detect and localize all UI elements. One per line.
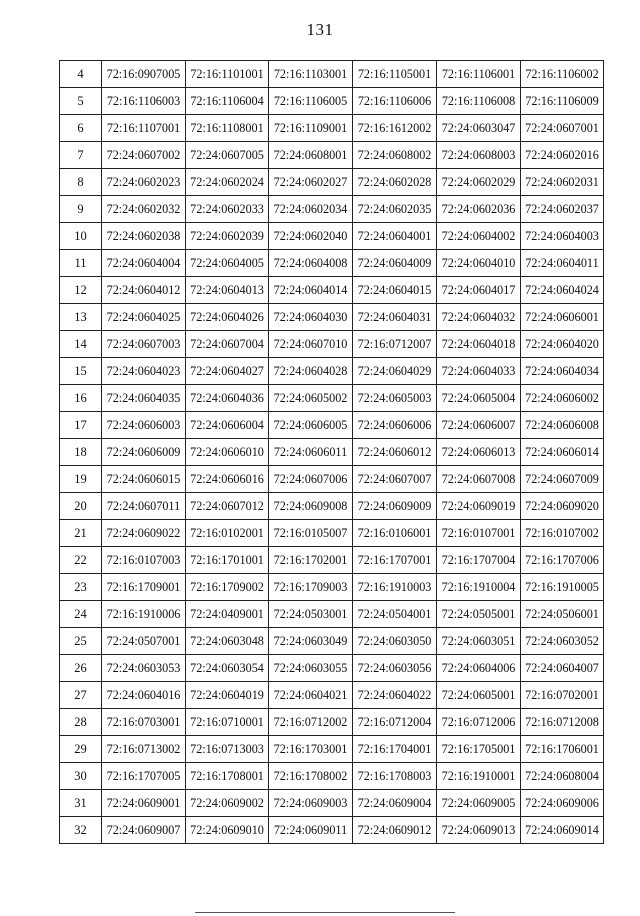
row-number-cell: 5 [60,88,102,115]
cadastral-number-cell: 72:24:0606010 [186,439,269,466]
row-number-cell: 16 [60,385,102,412]
cadastral-number-cell: 72:16:1103001 [269,61,353,88]
cadastral-number-cell: 72:24:0607005 [186,142,269,169]
cadastral-number-cell: 72:24:0609019 [437,493,521,520]
row-number-cell: 23 [60,574,102,601]
cadastral-number-cell: 72:24:0602040 [269,223,353,250]
table-row [60,61,604,88]
row-number-cell: 6 [60,115,102,142]
cadastral-number-cell: 72:24:0605003 [353,385,437,412]
cadastral-number-cell: 72:16:0107001 [437,520,521,547]
cadastral-number-cell: 72:24:0604015 [353,277,437,304]
cadastral-number-cell: 72:24:0602029 [437,169,521,196]
table-row [60,331,604,358]
row-number-cell: 30 [60,763,102,790]
cadastral-number-cell: 72:24:0606014 [521,439,604,466]
cadastral-number-cell: 72:24:0603053 [102,655,186,682]
table-row [60,142,604,169]
cadastral-number-cell: 72:16:0712007 [353,331,437,358]
cadastral-number-cell: 72:16:0107002 [521,520,604,547]
cadastral-number-cell: 72:24:0606011 [269,439,353,466]
cadastral-number-cell: 72:16:0107003 [102,547,186,574]
cadastral-number-cell: 72:24:0609003 [269,790,353,817]
cadastral-number-cell: 72:16:1105001 [353,61,437,88]
cadastral-number-cell: 72:24:0609013 [437,817,521,844]
cadastral-number-cell: 72:24:0504001 [353,601,437,628]
cadastral-number-cell: 72:24:0604020 [521,331,604,358]
bottom-rule [195,912,455,913]
cadastral-number-cell: 72:16:1910004 [437,574,521,601]
cadastral-number-cell: 72:16:1709003 [269,574,353,601]
cadastral-number-cell: 72:16:1708003 [353,763,437,790]
cadastral-number-cell: 72:16:1101001 [186,61,269,88]
cadastral-number-cell: 72:24:0604005 [186,250,269,277]
cadastral-number-cell: 72:24:0607001 [521,115,604,142]
cadastral-number-cell: 72:16:1106005 [269,88,353,115]
cadastral-number-cell: 72:24:0606001 [521,304,604,331]
cadastral-number-cell: 72:24:0604035 [102,385,186,412]
cadastral-number-cell: 72:24:0606015 [102,466,186,493]
cadastral-number-cell: 72:24:0609014 [521,817,604,844]
cadastral-number-cell: 72:24:0604026 [186,304,269,331]
cadastral-number-cell: 72:24:0604019 [186,682,269,709]
cadastral-number-cell: 72:24:0603048 [186,628,269,655]
cadastral-number-cell: 72:24:0606006 [353,412,437,439]
cadastral-number-cell: 72:24:0608004 [521,763,604,790]
cadastral-number-cell: 72:24:0603054 [186,655,269,682]
table-row [60,466,604,493]
page-number: 131 [306,20,334,39]
cadastral-number-cell: 72:24:0602037 [521,196,604,223]
cadastral-number-cell: 72:24:0609005 [437,790,521,817]
cadastral-number-cell: 72:24:0609006 [521,790,604,817]
row-number-cell: 10 [60,223,102,250]
cadastral-number-cell: 72:16:1106006 [353,88,437,115]
cadastral-number-cell: 72:24:0604025 [102,304,186,331]
cadastral-number-cell: 72:16:1706001 [521,736,604,763]
cadastral-number-cell: 72:16:1106003 [102,88,186,115]
cadastral-number-cell: 72:16:0712002 [269,709,353,736]
table-row [60,628,604,655]
cadastral-number-cell: 72:24:0604003 [521,223,604,250]
cadastral-number-cell: 72:24:0609002 [186,790,269,817]
cadastral-number-cell: 72:24:0603055 [269,655,353,682]
table-row [60,574,604,601]
cadastral-number-cell: 72:24:0602024 [186,169,269,196]
cadastral-number-cell: 72:24:0604024 [521,277,604,304]
cadastral-number-cell: 72:16:0710001 [186,709,269,736]
cadastral-number-cell: 72:24:0602028 [353,169,437,196]
cadastral-number-cell: 72:16:0702001 [521,682,604,709]
table-row [60,790,604,817]
table-row [60,412,604,439]
cadastral-number-cell: 72:16:1612002 [353,115,437,142]
cadastral-number-cell: 72:16:0907005 [102,61,186,88]
cadastral-number-cell: 72:24:0607009 [521,466,604,493]
cadastral-number-cell: 72:24:0606008 [521,412,604,439]
cadastral-number-cell: 72:24:0606016 [186,466,269,493]
row-number-cell: 32 [60,817,102,844]
table-row [60,277,604,304]
row-number-cell: 31 [60,790,102,817]
cadastral-number-cell: 72:16:1910003 [353,574,437,601]
cadastral-number-cell: 72:24:0604010 [437,250,521,277]
cadastral-number-cell: 72:24:0606012 [353,439,437,466]
row-number-cell: 14 [60,331,102,358]
cadastral-number-cell: 72:24:0604034 [521,358,604,385]
cadastral-number-cell: 72:24:0609020 [521,493,604,520]
cadastral-number-cell: 72:16:0703001 [102,709,186,736]
cadastral-number-cell: 72:16:0713002 [102,736,186,763]
table-row [60,223,604,250]
cadastral-number-cell: 72:24:0604036 [186,385,269,412]
cadastral-table-container [59,60,603,844]
cadastral-number-cell: 72:24:0605004 [437,385,521,412]
table-row [60,493,604,520]
row-number-cell: 20 [60,493,102,520]
cadastral-number-cell: 72:16:1108001 [186,115,269,142]
cadastral-number-cell: 72:24:0605002 [269,385,353,412]
cadastral-number-cell: 72:24:0609004 [353,790,437,817]
cadastral-number-cell: 72:16:1705001 [437,736,521,763]
cadastral-number-cell: 72:24:0607006 [269,466,353,493]
cadastral-number-cell: 72:24:0604007 [521,655,604,682]
cadastral-number-cell: 72:24:0602031 [521,169,604,196]
table-row [60,196,604,223]
cadastral-number-cell: 72:24:0609022 [102,520,186,547]
cadastral-number-cell: 72:24:0602038 [102,223,186,250]
cadastral-number-cell: 72:24:0604022 [353,682,437,709]
cadastral-number-cell: 72:24:0604014 [269,277,353,304]
cadastral-number-cell: 72:24:0608003 [437,142,521,169]
row-number-cell: 26 [60,655,102,682]
cadastral-number-cell: 72:24:0602023 [102,169,186,196]
cadastral-number-cell: 72:24:0603049 [269,628,353,655]
cadastral-number-cell: 72:24:0603052 [521,628,604,655]
cadastral-number-cell: 72:24:0609007 [102,817,186,844]
cadastral-number-cell: 72:24:0602036 [437,196,521,223]
cadastral-number-cell: 72:24:0606003 [102,412,186,439]
cadastral-number-cell: 72:24:0604002 [437,223,521,250]
cadastral-number-cell: 72:16:1709001 [102,574,186,601]
cadastral-number-cell: 72:24:0607003 [102,331,186,358]
row-number-cell: 25 [60,628,102,655]
cadastral-number-cell: 72:16:1702001 [269,547,353,574]
cadastral-number-cell: 72:16:1106004 [186,88,269,115]
cadastral-number-cell: 72:24:0607008 [437,466,521,493]
cadastral-number-cell: 72:24:0602034 [269,196,353,223]
cadastral-number-cell: 72:24:0608001 [269,142,353,169]
cadastral-number-cell: 72:16:0712004 [353,709,437,736]
cadastral-number-cell: 72:24:0609009 [353,493,437,520]
cadastral-number-cell: 72:24:0604016 [102,682,186,709]
cadastral-number-cell: 72:24:0605001 [437,682,521,709]
cadastral-number-cell: 72:24:0606004 [186,412,269,439]
cadastral-number-cell: 72:24:0607002 [102,142,186,169]
cadastral-number-cell: 72:16:1106009 [521,88,604,115]
cadastral-number-cell: 72:16:1910001 [437,763,521,790]
cadastral-number-cell: 72:24:0604031 [353,304,437,331]
cadastral-number-cell: 72:24:0505001 [437,601,521,628]
row-number-cell: 9 [60,196,102,223]
table-row [60,439,604,466]
cadastral-number-cell: 72:24:0606013 [437,439,521,466]
cadastral-number-cell: 72:24:0606005 [269,412,353,439]
cadastral-number-cell: 72:24:0609012 [353,817,437,844]
cadastral-number-cell: 72:24:0604032 [437,304,521,331]
cadastral-number-cell: 72:24:0507001 [102,628,186,655]
table-row [60,547,604,574]
row-number-cell: 4 [60,61,102,88]
cadastral-number-cell: 72:16:0712006 [437,709,521,736]
cadastral-number-cell: 72:24:0607010 [269,331,353,358]
cadastral-number-cell: 72:16:0105007 [269,520,353,547]
cadastral-number-cell: 72:16:1910005 [521,574,604,601]
cadastral-number-cell: 72:24:0604006 [437,655,521,682]
cadastral-number-cell: 72:24:0409001 [186,601,269,628]
cadastral-number-cell: 72:24:0604018 [437,331,521,358]
cadastral-number-cell: 72:16:0712008 [521,709,604,736]
cadastral-number-cell: 72:24:0603050 [353,628,437,655]
cadastral-number-cell: 72:16:1701001 [186,547,269,574]
cadastral-number-cell: 72:16:1708002 [269,763,353,790]
cadastral-number-cell: 72:16:1709002 [186,574,269,601]
cadastral-number-cell: 72:24:0607007 [353,466,437,493]
table-body [60,61,604,844]
cadastral-number-cell: 72:24:0606007 [437,412,521,439]
cadastral-numbers-table [59,60,604,844]
row-number-cell: 29 [60,736,102,763]
cadastral-number-cell: 72:24:0506001 [521,601,604,628]
cadastral-number-cell: 72:24:0608002 [353,142,437,169]
cadastral-number-cell: 72:24:0603056 [353,655,437,682]
cadastral-number-cell: 72:24:0603051 [437,628,521,655]
table-row [60,88,604,115]
row-number-cell: 7 [60,142,102,169]
row-number-cell: 8 [60,169,102,196]
cadastral-number-cell: 72:24:0609001 [102,790,186,817]
row-number-cell: 19 [60,466,102,493]
cadastral-number-cell: 72:24:0609011 [269,817,353,844]
cadastral-number-cell: 72:24:0604011 [521,250,604,277]
cadastral-number-cell: 72:24:0604004 [102,250,186,277]
cadastral-number-cell: 72:24:0602027 [269,169,353,196]
cadastral-number-cell: 72:16:1106002 [521,61,604,88]
row-number-cell: 12 [60,277,102,304]
cadastral-number-cell: 72:24:0602032 [102,196,186,223]
table-row [60,385,604,412]
cadastral-number-cell: 72:16:1704001 [353,736,437,763]
cadastral-number-cell: 72:24:0604027 [186,358,269,385]
cadastral-number-cell: 72:24:0604023 [102,358,186,385]
cadastral-number-cell: 72:16:1107001 [102,115,186,142]
cadastral-number-cell: 72:16:1707006 [521,547,604,574]
table-row [60,709,604,736]
row-number-cell: 28 [60,709,102,736]
row-number-cell: 18 [60,439,102,466]
cadastral-number-cell: 72:24:0604009 [353,250,437,277]
table-row [60,655,604,682]
cadastral-number-cell: 72:16:1106001 [437,61,521,88]
table-row [60,520,604,547]
cadastral-number-cell: 72:16:0102001 [186,520,269,547]
cadastral-number-cell: 72:24:0609010 [186,817,269,844]
cadastral-number-cell: 72:24:0503001 [269,601,353,628]
table-row [60,763,604,790]
cadastral-number-cell: 72:16:0713003 [186,736,269,763]
row-number-cell: 17 [60,412,102,439]
row-number-cell: 27 [60,682,102,709]
cadastral-number-cell: 72:24:0602039 [186,223,269,250]
table-row [60,304,604,331]
cadastral-number-cell: 72:16:1707001 [353,547,437,574]
cadastral-number-cell: 72:24:0604029 [353,358,437,385]
cadastral-number-cell: 72:24:0604028 [269,358,353,385]
cadastral-number-cell: 72:24:0607012 [186,493,269,520]
cadastral-number-cell: 72:16:1708001 [186,763,269,790]
table-row [60,169,604,196]
cadastral-number-cell: 72:16:1109001 [269,115,353,142]
cadastral-number-cell: 72:24:0604033 [437,358,521,385]
table-row [60,115,604,142]
table-row [60,358,604,385]
cadastral-number-cell: 72:24:0604013 [186,277,269,304]
cadastral-number-cell: 72:24:0602033 [186,196,269,223]
cadastral-number-cell: 72:24:0607004 [186,331,269,358]
table-row [60,250,604,277]
cadastral-number-cell: 72:16:0106001 [353,520,437,547]
row-number-cell: 13 [60,304,102,331]
cadastral-number-cell: 72:24:0604001 [353,223,437,250]
row-number-cell: 24 [60,601,102,628]
cadastral-number-cell: 72:16:1707005 [102,763,186,790]
cadastral-number-cell: 72:24:0604017 [437,277,521,304]
row-number-cell: 15 [60,358,102,385]
row-number-cell: 11 [60,250,102,277]
table-row [60,736,604,763]
cadastral-number-cell: 72:16:1910006 [102,601,186,628]
row-number-cell: 21 [60,520,102,547]
cadastral-number-cell: 72:24:0606002 [521,385,604,412]
row-number-cell: 22 [60,547,102,574]
cadastral-number-cell: 72:24:0606009 [102,439,186,466]
table-row [60,682,604,709]
cadastral-number-cell: 72:24:0609008 [269,493,353,520]
cadastral-number-cell: 72:24:0604012 [102,277,186,304]
cadastral-number-cell: 72:24:0602035 [353,196,437,223]
cadastral-number-cell: 72:16:1106008 [437,88,521,115]
table-row [60,601,604,628]
cadastral-number-cell: 72:24:0604008 [269,250,353,277]
cadastral-number-cell: 72:24:0607011 [102,493,186,520]
cadastral-number-cell: 72:24:0604030 [269,304,353,331]
cadastral-number-cell: 72:16:1703001 [269,736,353,763]
cadastral-number-cell: 72:24:0604021 [269,682,353,709]
cadastral-number-cell: 72:24:0603047 [437,115,521,142]
cadastral-number-cell: 72:16:1707004 [437,547,521,574]
table-row [60,817,604,844]
cadastral-number-cell: 72:24:0602016 [521,142,604,169]
